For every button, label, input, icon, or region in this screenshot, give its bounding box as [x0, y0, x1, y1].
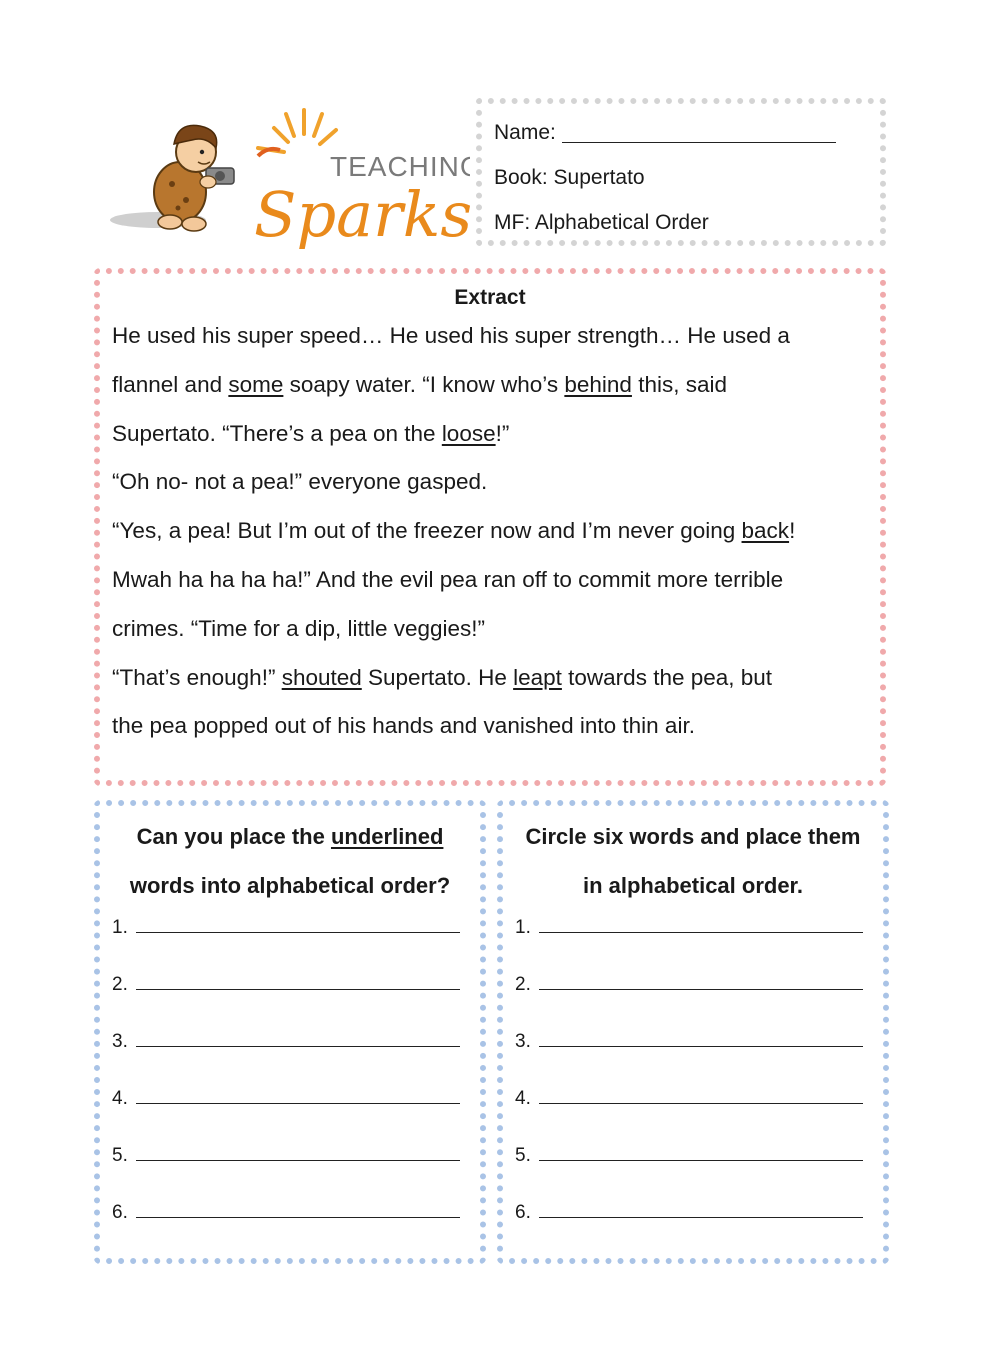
extract-line [112, 507, 880, 556]
extract-segment: the pea popped out of his hands and vanished into thin air. [112, 713, 695, 739]
student-info-box [476, 98, 886, 246]
extract-line [112, 458, 880, 507]
extract-line [112, 702, 880, 751]
answer-number: 6. [515, 1202, 531, 1223]
extract-text [112, 312, 880, 751]
answer-number: 3. [112, 1031, 128, 1052]
extract-title: Extract [454, 286, 526, 309]
sun-rays-icon [258, 110, 336, 152]
extract-segment: crimes. “Time for a dip, little veggies!” [112, 615, 486, 641]
extract-segment: this, said [631, 371, 727, 397]
answer-list [112, 910, 480, 1252]
answer-blank[interactable] [539, 1195, 863, 1218]
name-blank[interactable] [562, 118, 836, 143]
answer-row [112, 1195, 480, 1252]
extract-line [112, 654, 880, 703]
caveman-icon [154, 125, 234, 231]
underlined-word: leapt [513, 664, 562, 690]
extract-box [94, 268, 886, 786]
answer-row [515, 910, 883, 967]
question-underlined-box [94, 800, 486, 1264]
underlined-word: behind [564, 371, 632, 397]
answer-blank[interactable] [136, 1138, 460, 1161]
answer-number: 1. [515, 917, 531, 938]
answer-row [112, 1024, 480, 1081]
answer-number: 5. [112, 1145, 128, 1166]
answer-row [515, 1024, 883, 1081]
underlined-word: some [228, 371, 284, 397]
mf-label: MF: Alphabetical Order [494, 211, 709, 234]
answer-number: 6. [112, 1202, 128, 1223]
extract-segment: soapy water. “I know who’s [283, 371, 565, 397]
answer-blank[interactable] [136, 910, 460, 933]
question-title-line1 [112, 812, 468, 861]
extract-line [112, 556, 880, 605]
answer-blank[interactable] [539, 1138, 863, 1161]
answer-blank[interactable] [136, 1024, 460, 1047]
answer-number: 5. [515, 1145, 531, 1166]
question-title-line1: Circle six words and place them [525, 824, 861, 849]
answer-blank[interactable] [539, 967, 863, 990]
extract-segment: “Yes, a pea! But I’m out of the freezer now and I’m never going [112, 518, 742, 544]
extract-segment: “That’s enough!” [112, 664, 282, 690]
answer-blank[interactable] [136, 967, 460, 990]
answer-number: 4. [112, 1088, 128, 1109]
teaching-sparks-logo [108, 104, 470, 250]
answer-number: 3. [515, 1031, 531, 1052]
answer-blank[interactable] [539, 1024, 863, 1047]
extract-segment: Supertato. “There’s a pea on the [112, 420, 442, 446]
answer-number: 2. [515, 974, 531, 995]
answer-number: 2. [112, 974, 128, 995]
underlined-word: shouted [281, 664, 362, 690]
answer-row [112, 1081, 480, 1138]
extract-segment: flannel and [112, 371, 229, 397]
answer-list [515, 910, 883, 1252]
extract-line [112, 312, 880, 361]
extract-segment: “Oh no- not a pea!” everyone gasped. [112, 469, 488, 495]
answer-row [112, 1138, 480, 1195]
name-label: Name: [494, 121, 562, 144]
answer-row [112, 910, 480, 967]
answer-row [515, 1195, 883, 1252]
question-title-part: Can you place the [136, 824, 331, 849]
logo-sparks: Sparks [254, 178, 470, 250]
extract-segment: !” [495, 420, 510, 446]
question-circle-box [497, 800, 889, 1264]
question-title-underlined: underlined [330, 824, 444, 849]
extract-segment: towards the pea, but [561, 664, 773, 690]
book-label: Book: Supertato [494, 166, 645, 189]
answer-blank[interactable] [136, 1195, 460, 1218]
answer-row [515, 1081, 883, 1138]
answer-number: 1. [112, 917, 128, 938]
answer-row [515, 1138, 883, 1195]
extract-line [112, 410, 880, 459]
answer-blank[interactable] [539, 910, 863, 933]
answer-row [112, 967, 480, 1024]
question-title-line2: in alphabetical order. [582, 873, 804, 898]
extract-segment: Mwah ha ha ha ha!” And the evil pea ran off to commit more terrible [112, 566, 784, 592]
extract-segment: ! [789, 518, 796, 544]
answer-blank[interactable] [136, 1081, 460, 1104]
logo-teaching: TEACHING [330, 151, 470, 182]
extract-line [112, 361, 880, 410]
name-line [494, 116, 880, 161]
extract-segment: He used his super speed… He used his super strength… He used a [112, 323, 790, 348]
answer-row [515, 967, 883, 1024]
question-title-line2: words into alphabetical order? [129, 873, 451, 898]
extract-line [112, 605, 880, 654]
answer-number: 4. [515, 1088, 531, 1109]
underlined-word: loose [441, 420, 496, 446]
underlined-word: back [741, 518, 790, 544]
answer-blank[interactable] [539, 1081, 863, 1104]
extract-segment: Supertato. He [361, 664, 514, 690]
